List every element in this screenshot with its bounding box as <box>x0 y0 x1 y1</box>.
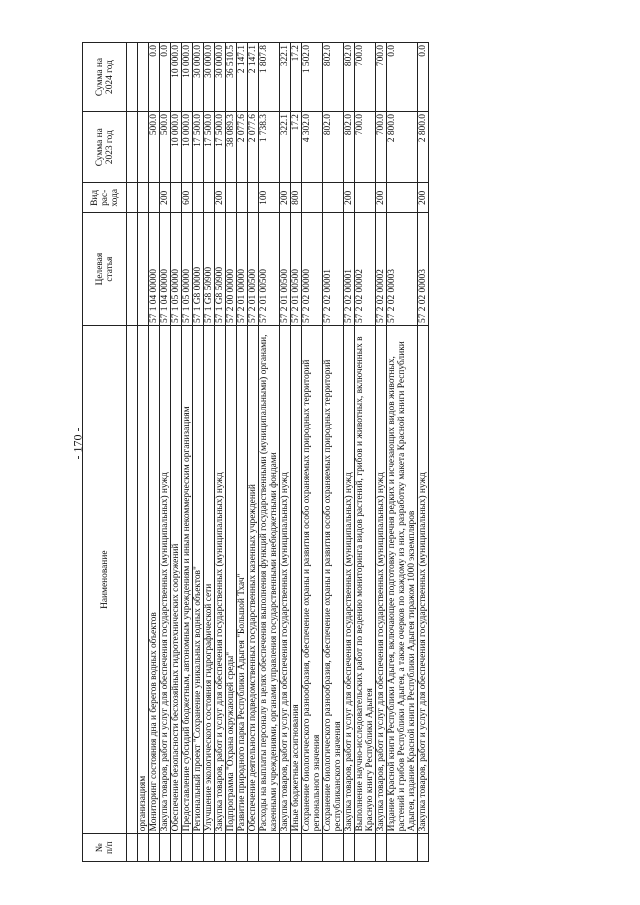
cell-expense-type <box>323 183 344 213</box>
cell-num <box>160 834 171 862</box>
cell-sum-2024: 36 510.5 <box>226 43 237 112</box>
cell-num <box>387 834 418 862</box>
cell-code: 57 2 02 00001 <box>323 213 344 326</box>
cell-name: Закупка товаров, работ и услуг для обеспечения государственных (муниципальных) нужд <box>376 325 387 833</box>
cell-expense-type <box>204 183 215 213</box>
cell-sum-2024: 802.0 <box>323 43 344 112</box>
cell-expense-type <box>355 183 376 213</box>
header-name: Наименование <box>83 325 127 833</box>
cell-name: Сохранение биологического разнообразия, обеспечение охраны и развития особо охраняемых природных территорий республиканского значения <box>323 325 344 833</box>
cell-expense-type: 200 <box>418 183 429 213</box>
cell-num <box>418 834 429 862</box>
cell-expense-type <box>302 183 323 213</box>
cell-sum-2024: 0.0 <box>149 43 160 112</box>
cell-num <box>182 834 193 862</box>
cell-sum-2023: 1 738.3 <box>259 112 280 183</box>
cell-code: 57 2 01 00500 <box>248 213 259 326</box>
cell-name: Мониторинг состояния дна и берегов водных объектов <box>149 325 160 833</box>
cell-code: 57 2 01 00000 <box>237 213 248 326</box>
cell-code: 57 1 04 00000 <box>149 213 160 326</box>
table-row <box>376 43 387 862</box>
cell-sum-2024: 322.1 <box>280 43 291 112</box>
rotated-table-container <box>82 42 622 862</box>
cell-sum-2024: 10 000.0 <box>182 43 193 112</box>
cell-sum-2023: 10 000.0 <box>171 112 182 183</box>
table-row <box>418 43 429 862</box>
cell-code: 57 1 04 00000 <box>160 213 171 326</box>
cell-sum-2023: 17 500.0 <box>193 112 204 183</box>
cell-code: 57 1 G8 00000 <box>193 213 204 326</box>
cell-name: Региональный проект "Сохранение уникальных водных объектов" <box>193 325 204 833</box>
cell-sum-2023: 2 077.6 <box>248 112 259 183</box>
cell-num <box>193 834 204 862</box>
table-row <box>302 43 323 862</box>
cell-name: Подпрограмма "Охрана окружающей среды" <box>226 325 237 833</box>
cell-name: Издание Красной книги Республики Адыгея, включающее подготовку перечня редких и исчезающих видов животных, растений и грибов Республики Адыгея, а также очерков по каждому из них, разработку макета Красной книги Республики Адыгея, издание Красной книги Республики Адыгея тиражом 1000 экземпляров <box>387 325 418 833</box>
table-row <box>291 43 302 862</box>
cell-expense-type: 600 <box>182 183 193 213</box>
table-row <box>323 43 344 862</box>
cell-sum-2023: 700.0 <box>355 112 376 183</box>
cell-sum-2023: 500.0 <box>160 112 171 183</box>
cell-name: Иные бюджетные ассигнования <box>291 325 302 833</box>
cell-name: Выполнение научно-исследовательских работ по ведению мониторинга видов растений, грибов и животных, включенных в Красную книгу Республики Адыгея <box>355 325 376 833</box>
header-sum-2024: Сумма на 2024 год <box>83 43 127 112</box>
cell-code: 57 2 00 00000 <box>226 213 237 326</box>
cell-name: Закупка товаров, работ и услуг для обеспечения государственных (муниципальных) нужд <box>418 325 429 833</box>
cell-sum-2023: 322.1 <box>280 112 291 183</box>
cell-num <box>323 834 344 862</box>
cell-name: Закупка товаров, работ и услуг для обеспечения государственных (муниципальных) нужд <box>160 325 171 833</box>
cell-sum-2024: 0.0 <box>160 43 171 112</box>
table-index-row <box>127 43 138 862</box>
cell-name: Обеспечение безопасности бесхозяйных гидротехнических сооружений <box>171 325 182 833</box>
cell-code: 57 1 05 00000 <box>182 213 193 326</box>
table-row <box>355 43 376 862</box>
cell-sum-2024: 10 000.0 <box>171 43 182 112</box>
table-row <box>387 43 418 862</box>
cell-sum-2024: 700.0 <box>376 43 387 112</box>
cell-sum-2023: 10 000.0 <box>182 112 193 183</box>
cell-num <box>259 834 280 862</box>
budget-table <box>82 42 429 862</box>
cell-name: Развитие природного парка Республики Адыгея "Большой Тхач" <box>237 325 248 833</box>
cell-sum-2024: 2 147.1 <box>237 43 248 112</box>
cell-sum-2023: 500.0 <box>149 112 160 183</box>
cell-num <box>138 834 149 862</box>
cell-expense-type <box>193 183 204 213</box>
cell-num <box>171 834 182 862</box>
cell-sum-2024: 0.0 <box>418 43 429 112</box>
cell-num <box>237 834 248 862</box>
cell-sum-2024: 30 000.0 <box>215 43 226 112</box>
table-row <box>259 43 280 862</box>
cell-num <box>215 834 226 862</box>
cell-num <box>302 834 323 862</box>
cell-num <box>248 834 259 862</box>
cell-name: Закупка товаров, работ и услуг для обеспечения государственных (муниципальных) нужд <box>344 325 355 833</box>
cell-name: Закупка товаров, работ и услуг для обеспечения государственных (муниципальных) нужд <box>215 325 226 833</box>
table-row <box>215 43 226 862</box>
table-row <box>171 43 182 862</box>
cell-sum-2023: 17 500.0 <box>204 112 215 183</box>
cell-expense-type: 200 <box>215 183 226 213</box>
table-row <box>204 43 215 862</box>
cell-num <box>376 834 387 862</box>
cell-num <box>280 834 291 862</box>
cell-expense-type <box>171 183 182 213</box>
cell-name: Обеспечение деятельности подведомственных государственных казенных учреждений <box>248 325 259 833</box>
cell-sum-2024: 30 000.0 <box>204 43 215 112</box>
header-expense-type: Вид рас- хода <box>83 183 127 213</box>
cell-expense-type <box>237 183 248 213</box>
table-row <box>344 43 355 862</box>
cell-expense-type <box>248 183 259 213</box>
cell-num <box>344 834 355 862</box>
table-row <box>160 43 171 862</box>
cell-sum-2024: 1 502.0 <box>302 43 323 112</box>
cell-expense-type <box>387 183 418 213</box>
cell-sum-2023: 38 089.3 <box>226 112 237 183</box>
cell-expense-type <box>226 183 237 213</box>
cell-code: 57 1 G8 50900 <box>204 213 215 326</box>
cell-code: 57 2 01 00500 <box>291 213 302 326</box>
cell-sum-2024: 700.0 <box>355 43 376 112</box>
cell-num <box>291 834 302 862</box>
cell-sum-2024 <box>138 43 149 112</box>
cell-name: организациям <box>138 325 149 833</box>
cell-sum-2024: 1 807.8 <box>259 43 280 112</box>
cell-sum-2023: 17 500.0 <box>215 112 226 183</box>
cell-expense-type: 200 <box>280 183 291 213</box>
cell-code: 57 2 02 00002 <box>376 213 387 326</box>
header-sum-2023: Сумма на 2023 год <box>83 112 127 183</box>
cell-sum-2023: 700.0 <box>376 112 387 183</box>
cell-sum-2023 <box>138 112 149 183</box>
header-num: № п/п <box>83 834 127 862</box>
table-body <box>138 43 429 862</box>
cell-expense-type: 200 <box>344 183 355 213</box>
cell-sum-2023: 4 302.0 <box>302 112 323 183</box>
table-row <box>182 43 193 862</box>
table-header-row <box>83 43 127 862</box>
cell-sum-2024: 0.0 <box>387 43 418 112</box>
table-row <box>248 43 259 862</box>
cell-num <box>226 834 237 862</box>
cell-num <box>149 834 160 862</box>
cell-code: 57 2 02 00001 <box>344 213 355 326</box>
cell-code <box>138 213 149 326</box>
cell-code: 57 2 01 00500 <box>280 213 291 326</box>
cell-code: 57 2 02 00000 <box>302 213 323 326</box>
cell-sum-2023: 802.0 <box>323 112 344 183</box>
cell-expense-type: 200 <box>160 183 171 213</box>
cell-expense-type: 100 <box>259 183 280 213</box>
cell-sum-2023: 2 800.0 <box>387 112 418 183</box>
table-row <box>149 43 160 862</box>
cell-sum-2024: 2 147.1 <box>248 43 259 112</box>
cell-sum-2024: 30 000.0 <box>193 43 204 112</box>
cell-code: 57 2 02 00002 <box>355 213 376 326</box>
table-row <box>280 43 291 862</box>
cell-name: Закупка товаров, работ и услуг для обеспечения государственных (муниципальных) нужд <box>280 325 291 833</box>
cell-expense-type <box>149 183 160 213</box>
header-code: Целевая статья <box>83 213 127 326</box>
cell-name: Расходы на выплаты персоналу в целях обеспечения выполнения функций государственными (муниципальными) органами, казенными учреждениями, органами управления государственными внебюджетными фондами <box>259 325 280 833</box>
page-number: - 170 - <box>70 427 85 460</box>
cell-code: 57 2 01 00500 <box>259 213 280 326</box>
table-row <box>237 43 248 862</box>
cell-sum-2023: 2 800.0 <box>418 112 429 183</box>
cell-name: Предоставление субсидий бюджетным, автономным учреждениям и иным некоммерческим организациям <box>182 325 193 833</box>
cell-code: 57 1 05 00000 <box>171 213 182 326</box>
cell-name: Сохранение биологического разнообразия, обеспечение охраны и развития особо охраняемых природных территорий регионального значения <box>302 325 323 833</box>
cell-sum-2024: 17.2 <box>291 43 302 112</box>
cell-name: Улучшение экологического состояния гидрографической сети <box>204 325 215 833</box>
cell-sum-2023: 17.2 <box>291 112 302 183</box>
table-row <box>193 43 204 862</box>
cell-sum-2023: 802.0 <box>344 112 355 183</box>
cell-num <box>355 834 376 862</box>
cell-expense-type: 200 <box>376 183 387 213</box>
table-row <box>138 43 149 862</box>
cell-code: 57 2 02 00003 <box>387 213 418 326</box>
cell-code: 57 2 02 00003 <box>418 213 429 326</box>
cell-sum-2024: 802.0 <box>344 43 355 112</box>
cell-expense-type: 800 <box>291 183 302 213</box>
cell-sum-2023: 2 077.6 <box>237 112 248 183</box>
cell-num <box>204 834 215 862</box>
cell-code: 57 1 G8 50900 <box>215 213 226 326</box>
cell-expense-type <box>138 183 149 213</box>
table-row <box>226 43 237 862</box>
